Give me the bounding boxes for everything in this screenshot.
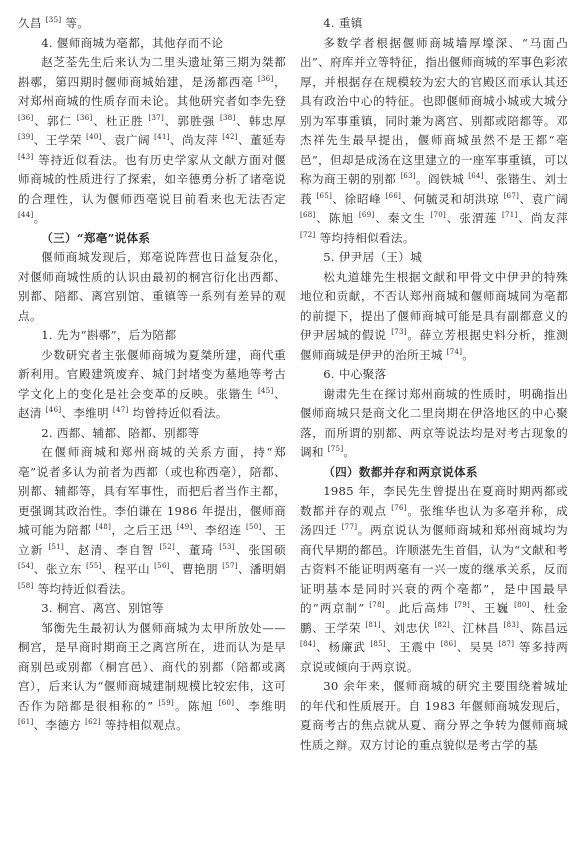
citation-marker: [65] <box>316 191 333 200</box>
citation-marker: [81] <box>365 620 381 629</box>
citation-marker: [68] <box>300 211 316 219</box>
citation-marker: [42] <box>222 133 238 141</box>
citation-marker: [71] <box>501 211 518 219</box>
section-heading-3: （三）“郑亳”说体系 <box>41 230 151 245</box>
citation-marker: [70] <box>430 211 446 219</box>
subheading-1-zhenxun: 1. 先为“斟鄩”，后为陪都 <box>41 328 177 342</box>
subheading-6-zhongxin: 6. 中心聚落 <box>323 367 387 381</box>
citation-marker: [37] <box>148 113 164 122</box>
citation-marker: [46] <box>45 406 62 414</box>
citation-marker: [39] <box>18 133 34 141</box>
citation-marker: [85] <box>370 640 386 648</box>
citation-marker: [58] <box>18 581 34 590</box>
subheading-4-cancelled: 4. 偃师商城为亳都，其他存而不论 <box>41 35 224 50</box>
citation-marker: [56] <box>154 562 170 570</box>
citation-marker: [66] <box>385 191 402 200</box>
left-column <box>18 14 286 844</box>
citation-marker: [84] <box>300 640 316 648</box>
citation-marker: [76] <box>391 503 407 512</box>
para-zhao-zhisheng: 赵芝荃先生后来认为二里头遗址第三期为桀都斟鄩，第四期时偃师商城始建，是汤都西亳 [36]，对郑州商城的性质存而未论。其他研究者如李先登 [36]、郭仁 [36]、杜正胜 [37]、郭胜强 [38]、韩忠厚 [39]、王学荣 [40]、袁广阔 [41]、尚友萍 [42]、董延寿 [43] 等持近似看法。也有历史学家从文献方面对偃师商城的性质进行了探索，如辛德勇分析了诸亳说的合理性，认为偃师西亳说目前看来也无法否定 [44]。 <box>18 55 286 225</box>
citation-marker: [35] <box>45 16 62 24</box>
citation-marker: [55] <box>86 562 102 570</box>
citation-marker: [86] <box>440 640 457 648</box>
citation-marker: [38] <box>219 113 236 122</box>
citation-marker: [43] <box>18 152 34 161</box>
citation-marker: [48] <box>95 523 112 531</box>
citation-marker: [64] <box>468 172 484 180</box>
citation-marker: [47] <box>112 406 129 414</box>
para-continued-top: 久昌 [35] 等。 <box>18 16 90 30</box>
citation-marker: [73] <box>391 328 407 336</box>
para-xia-capital: 少数研究者主张偃师商城为夏桀所建，商代重新利用。官殿建筑废弃、城门封堵变为墓地等考古学文化上的变化是社会变革的反映。张锴生 [45]、赵清 [46]、李维明 [47] 均曾持近似看法。 <box>18 347 286 420</box>
section-heading-4: （四）数都并存和两京说体系 <box>323 464 478 479</box>
citation-marker: [60] <box>218 698 235 707</box>
citation-marker: [78] <box>369 601 385 609</box>
subheading-2-xidu: 2. 西都、辅都、陪都、别都等 <box>41 425 200 440</box>
citation-marker: [54] <box>18 562 34 570</box>
citation-marker: [72] <box>300 230 316 239</box>
subheading-5-yiyinju: 5. 伊尹居（王）城 <box>323 250 423 264</box>
citation-marker: [80] <box>514 601 530 609</box>
citation-marker: [36] <box>258 74 274 83</box>
citation-marker: [36] <box>76 113 93 122</box>
citation-marker: [75] <box>327 445 344 453</box>
para-tonggong: 邹衡先生最初认为偃师商城为太甲所放处——桐宫，是早商时期商王之离宫所在，进而认为是早商别邑或别都（桐宫邑）、商代的别都（陪都或离宫），后来认为“偃师商城建制规模比较宏伟，这可否作为陪都是很相称的” [59]。陈旭 [60]、李维明 [61]、李德方 [62] 等持相似观点。 <box>18 620 286 732</box>
para-thirty-years: 30 余年来，偃师商城的研究主要围绕着城址的年代和性质展开。自 1983 年偃师商城发现后，夏商考古的焦点就从夏、商分界之争转为偃师商城性质之辩。双方讨论的重点貌似是考古学的基 <box>300 679 568 752</box>
citation-marker: [36] <box>18 113 34 122</box>
citation-marker: [57] <box>222 562 238 570</box>
citation-marker: [74] <box>446 347 463 356</box>
citation-marker: [79] <box>454 601 471 609</box>
para-zhongzhen: 多数学者根据偃师商城墙厚壕深、“马面凸出”、府库并立等特征，指出偃师商城的军事色彩浓厚，并根据存在规模较为宏大的官殿区而承认其还具有政治中心的特征。也即偃师商城小城或大城分别为军事重镇，同时兼为离宫、别都或陪都等。邓杰祥先生最早提出，偃师商城虽然不是王都“亳邑”，但却是成汤在这里建立的一座军事重镇，可以称为商王朝的别都 [63]。阎铁城 [64]、张锴生、刘士莪 [65]、徐昭峰 [66]、何毓灵和胡洪琼 [67]、袁广阔 [68]、陈旭 [69]、秦文生 [70]、张渭莲 [71]、尚友萍 [72] 等均持相似看法。 <box>300 35 568 245</box>
citation-marker: [67] <box>503 191 520 200</box>
citation-marker: [83] <box>503 620 520 629</box>
citation-marker: [50] <box>245 523 262 531</box>
citation-marker: [44] <box>18 211 34 219</box>
citation-marker: [82] <box>434 620 451 629</box>
para-yiyinju: 松丸道雄先生根据文献和甲骨文中伊尹的特殊地位和贡献，不否认郑州商城和偃师商城同为亳都的前提下，提出了偃师商城可能是具有副都意义的伊尹居城的假说 [73]。薛立芳根据史料分析，推测偃师商城是伊尹的治所王城 [74]。 <box>300 269 568 362</box>
subheading-4-zhongzhen: 4. 重镇 <box>323 16 363 30</box>
right-column <box>300 14 568 844</box>
citation-marker: [40] <box>86 133 102 141</box>
citation-marker: [62] <box>85 718 101 726</box>
citation-marker: [52] <box>159 542 176 551</box>
para-zhengbo-intro: 偃师商城发现后，郑亳说阵营也日益复杂化，对偃师商城性质的认识由最初的桐宫衍化出西都、别都、陪都、离宫别馆、重镇等一系列有差异的观点。 <box>18 250 286 323</box>
citation-marker: [53] <box>219 542 235 551</box>
para-xidu-views: 在偃师商城和郑州商城的关系方面，持“郑亳”说者多认为前者为西都（或也称西亳），陪都、别都、辅都等，具有军事性，而把后者当作主都，更强调其政治性。李伯谦在 1986 年提出，偃师商城可能为陪都 [48]，之后王迅 [49]、李绍连 [50]、王立新 [51]、赵清、李自智 [52]、董琦 [53]、张国硕 [54]、张立东 [55]、程平山 [56]、曹艳朋 [57]、潘明娟 [58] 等均持近似看法。 <box>18 445 286 596</box>
citation-marker: [87] <box>498 640 515 648</box>
citation-marker: [45] <box>258 386 274 395</box>
citation-marker: [49] <box>176 523 193 531</box>
citation-marker: [41] <box>154 133 170 141</box>
citation-marker: [69] <box>358 211 375 219</box>
citation-marker: [59] <box>158 698 174 707</box>
subheading-3-tonggong: 3. 桐宫、离宫、别馆等 <box>41 601 164 615</box>
para-liangjing: 1985 年，李民先生曾提出在夏商时期两都或数都并存的观点 [76]。张维华也认为多亳并称，成汤四迁 [77]。两京说认为偃师商城和郑州商城均为商代早期的都邑。许顺湛先生首倡，认为“文献和考古资料不能证明两毫有一兴一废的继承关系，反而证明基本是同时兴衰的两个亳都”，是中国最早的“两京制” [78]。此后高炜 [79]、王巍 [80]、杜金鹏、王学荣 [81]、刘忠伏 [82]、江林昌 [83]、陈昌远 [84]、杨廉武 [85]、王震中 [86]、吴昊 [87] 等多持两京说或倾向于两京说。 <box>300 484 568 674</box>
citation-marker: [63] <box>400 172 416 180</box>
citation-marker: [51] <box>48 542 65 551</box>
para-zhongxin: 谢肃先生在探讨郑州商城的性质时，明确指出偃师商城只是商文化二里岗期在伊洛地区的中心聚落，而所谓的别都、两京等说法均是对考古现象的调和 [75]。 <box>300 386 568 459</box>
citation-marker: [77] <box>341 523 358 531</box>
citation-marker: [61] <box>18 718 34 726</box>
